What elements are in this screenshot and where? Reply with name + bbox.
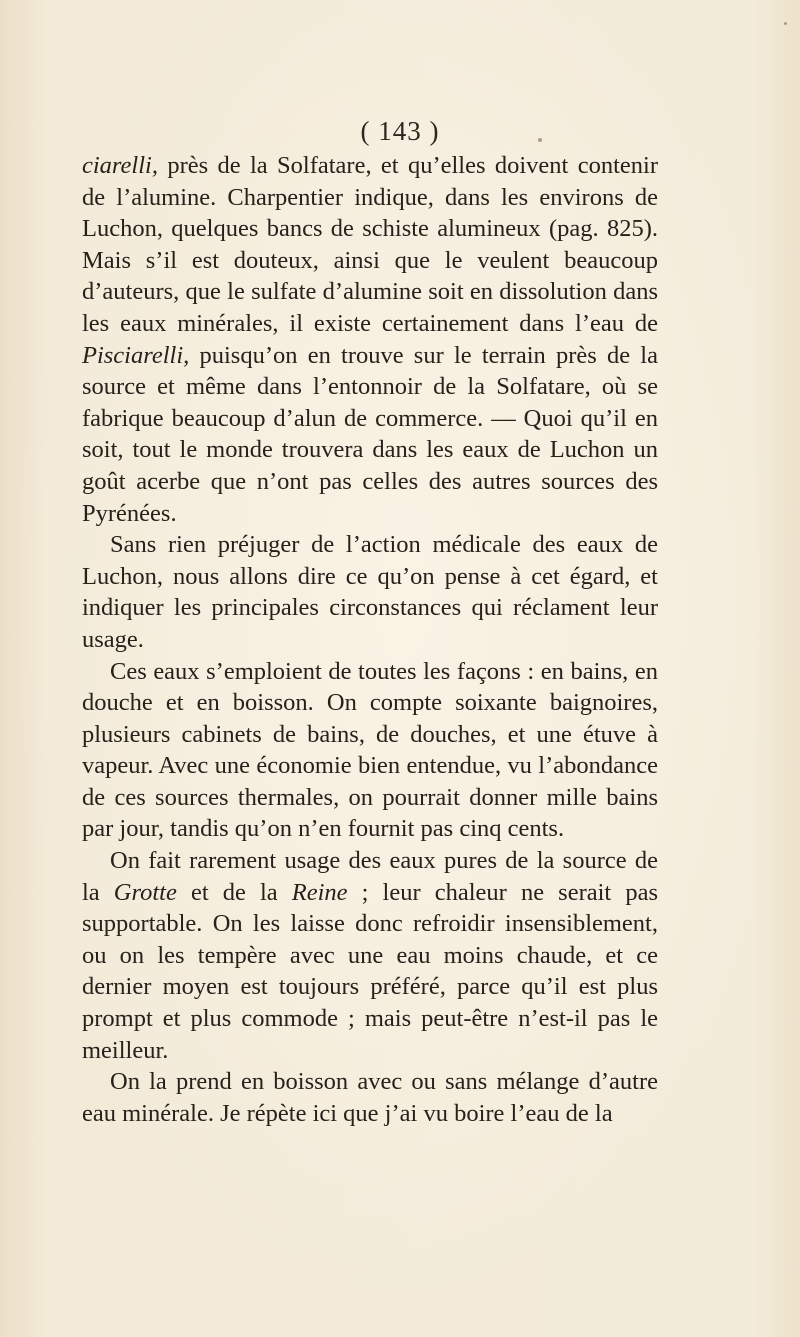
paragraph bbox=[82, 656, 658, 846]
page-number: ( 143 ) bbox=[360, 116, 440, 146]
text-segment: puisqu’on en trouve sur le terrain près de la source et même dans l’entonnoir de la Solfatare, où se fabrique beaucoup d’alun de commerce. — Quoi qu’il en soit, tout le monde trouvera dans les eaux de Luchon un goût acerbe que n’ont pas celles des autres sources des Pyrénées. bbox=[82, 341, 658, 527]
italic-text: ciarelli, bbox=[82, 152, 158, 179]
text-segment: près de la Solfatare, et qu’elles doivent contenir de l’alumine. Charpentier indique, dans les environs de Luchon, quelques bancs de schiste alumineux (pag. 825). Mais s’il est douteux, ainsi que le veulent beaucoup d’auteurs, que le sulfate d’alumine soit en dissolution dans les eaux minérales, il existe certainement dans l’eau de bbox=[82, 152, 658, 337]
paragraph bbox=[82, 845, 658, 1066]
text-segment: Ces eaux s’emploient de toutes les façons : en bains, en douche et en boisson. On compte soixante baignoires, plusieurs cabinets de bains, de douches, et une étuve à vapeur. Avec une économie bien entendue, vu l’abondance de ces sources thermales, on pourrait donner mille bains par jour, tandis qu’on n’en fournit pas cinq cents. bbox=[82, 657, 658, 843]
paragraph bbox=[82, 1066, 658, 1129]
text-segment: On fait rarement usage des eaux pures de la source de la bbox=[82, 847, 658, 906]
ink-speck bbox=[538, 138, 542, 142]
text-segment: et de la bbox=[176, 878, 292, 906]
text-segment: ; leur chaleur ne serait pas supportable. On les laisse donc refroidir insensiblement, ou on les tempère avec une eau moins chaude, et ce dernier moyen est toujours préféré, parce qu’il est plus prompt et plus commode ; mais peut-être n’est-il pas le meilleur. bbox=[82, 878, 658, 1064]
italic-text: Pisciarelli, bbox=[82, 341, 190, 369]
body-text bbox=[82, 150, 658, 1129]
ink-speck bbox=[784, 22, 787, 25]
italic-text: Reine bbox=[291, 878, 348, 906]
paragraph bbox=[82, 150, 658, 529]
text-segment: Sans rien préjuger de l’action médicale des eaux de Luchon, nous allons dire ce qu’on pense à cet égard, et indiquer les principales circonstances qui réclament leur usage. bbox=[82, 531, 658, 653]
text-segment: On la prend en boisson avec ou sans mélange d’autre eau minérale. Je répète ici que j’ai vu boire l’eau de la bbox=[82, 1068, 658, 1127]
paragraph bbox=[82, 529, 658, 655]
italic-text: Grotte bbox=[113, 878, 177, 906]
